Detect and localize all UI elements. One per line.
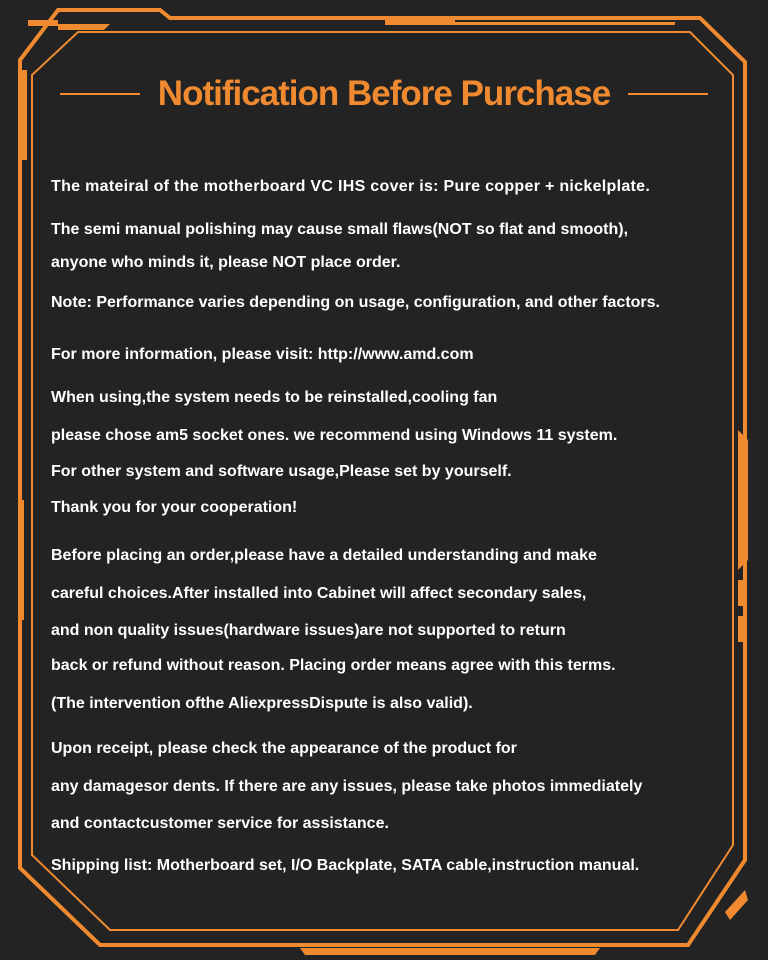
- notice-line: and non quality issues(hardware issues)are not supported to return: [51, 622, 566, 639]
- notice-line: back or refund without reason. Placing order means agree with this terms.: [51, 657, 616, 674]
- frame-accent-bar: [58, 24, 110, 30]
- notice-line: careful choices.After installed into Cabinet will affect secondary sales,: [51, 585, 587, 602]
- notice-line: For more information, please visit: http://www.amd.com: [51, 346, 474, 363]
- frame-side-tab: [738, 580, 746, 606]
- notice-line: Shipping list: Motherboard set, I/O Backplate, SATA cable,instruction manual.: [51, 857, 640, 874]
- notice-line: anyone who minds it, please NOT place order.: [51, 254, 401, 271]
- frame-accent-bar: [725, 890, 748, 920]
- page-title: Notification Before Purchase: [157, 74, 611, 113]
- notice-line: Before placing an order,please have a detailed understanding and make: [51, 547, 597, 564]
- notice-line: any damagesor dents. If there are any issues, please take photos immediately: [51, 778, 643, 795]
- frame-accent-bar: [385, 19, 455, 25]
- frame-accent-bar: [300, 948, 600, 955]
- notice-line: The semi manual polishing may cause small flaws(NOT so flat and smooth),: [51, 221, 629, 238]
- notice-line: Note: Performance varies depending on usage, configuration, and other factors.: [51, 294, 660, 311]
- title-rule-left: [60, 93, 140, 95]
- notice-line: Upon receipt, please check the appearance of the product for: [51, 740, 517, 757]
- notice-line: Thank you for your cooperation!: [51, 499, 298, 516]
- frame-accent-bar: [20, 500, 24, 620]
- frame-accent-bar: [455, 22, 675, 25]
- frame-accent-bar: [28, 20, 58, 26]
- notice-line: For other system and software usage,Please set by yourself.: [51, 463, 512, 480]
- frame-side-tab: [738, 616, 746, 642]
- title-rule-right: [628, 93, 708, 95]
- notice-line: The mateiral of the motherboard VC IHS cover is: Pure copper + nickelplate.: [51, 178, 651, 195]
- notice-line: and contactcustomer service for assistance.: [51, 815, 389, 832]
- notice-line: (The intervention ofthe AliexpressDispute is also valid).: [51, 695, 473, 712]
- frame-side-tab: [738, 430, 748, 570]
- title-row: [0, 70, 768, 118]
- notice-line: please chose am5 socket ones. we recommend using Windows 11 system.: [51, 427, 618, 444]
- notice-line: When using,the system needs to be reinstalled,cooling fan: [51, 389, 498, 406]
